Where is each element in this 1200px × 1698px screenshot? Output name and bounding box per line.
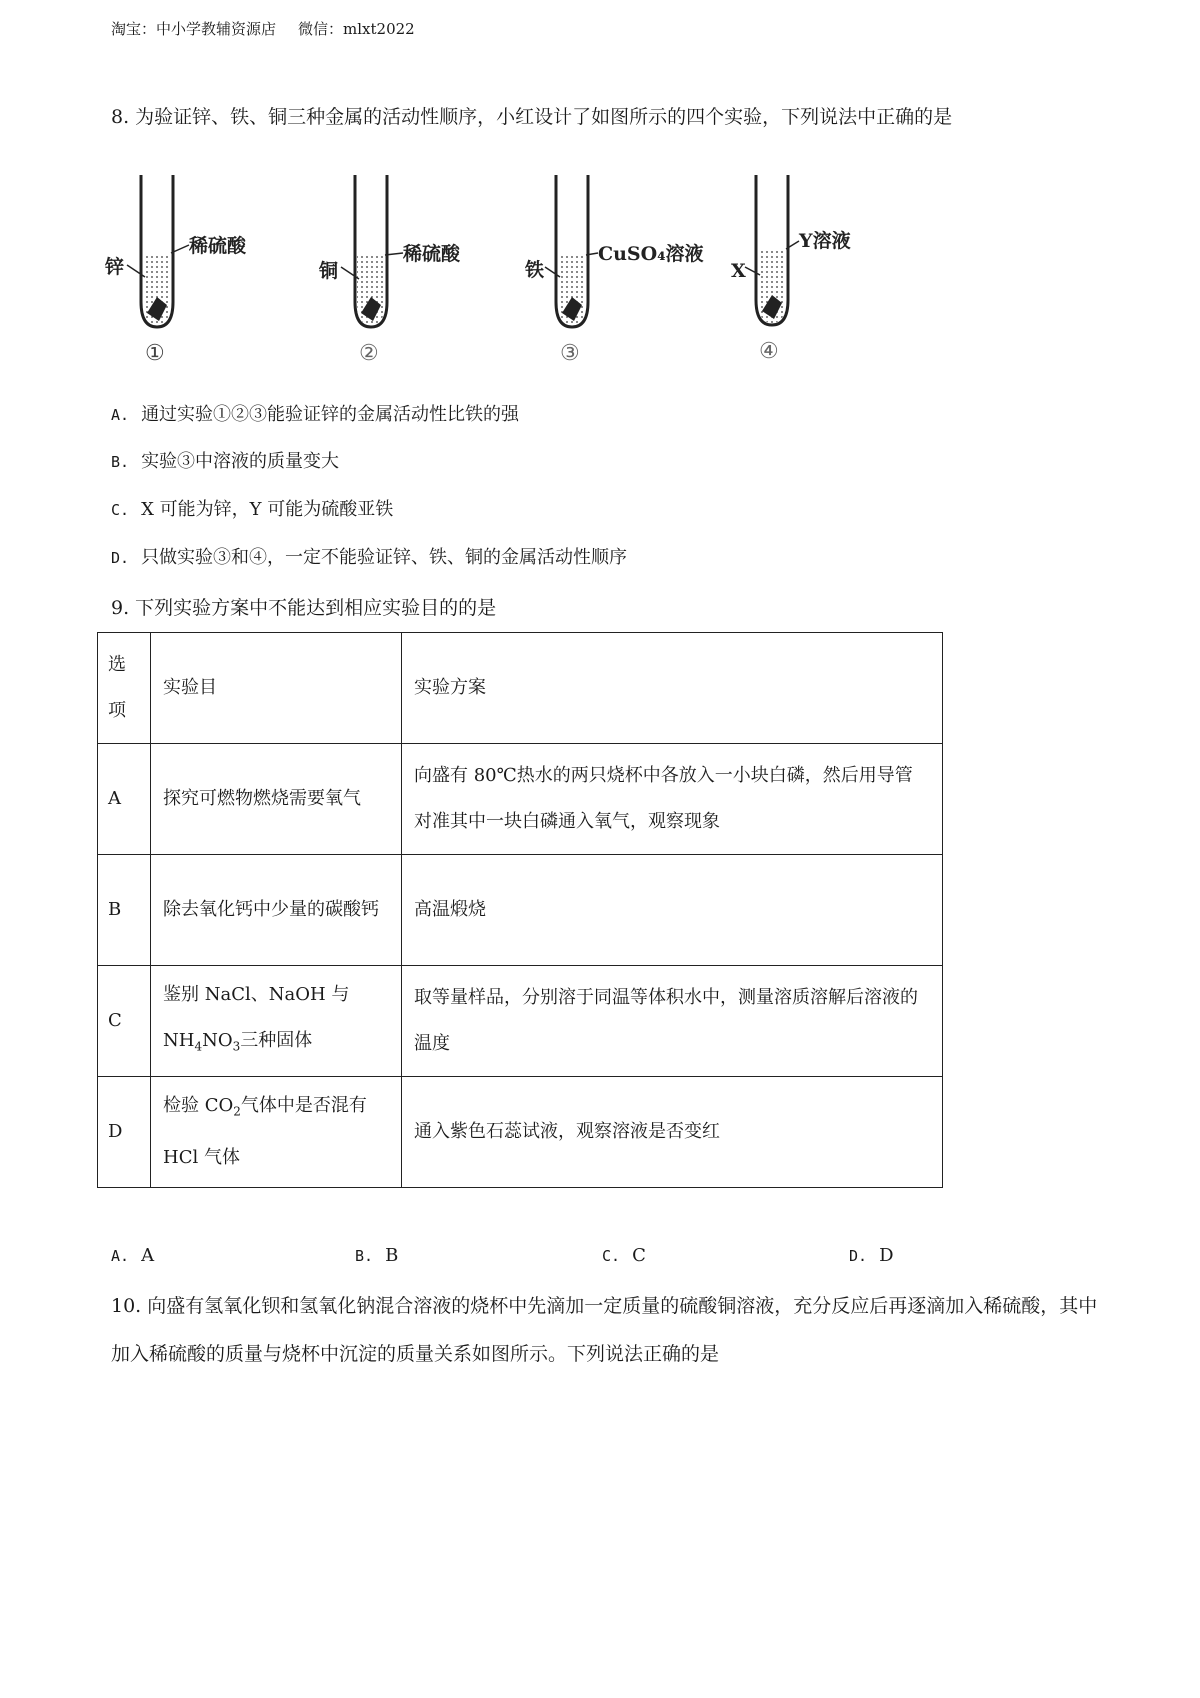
header-goal: 实验目 [151,633,402,744]
tube-4-number: ④ [759,339,779,364]
test-tube-figure [105,175,955,375]
tube-1-number: ① [145,341,165,366]
option-text: X 可能为锌，Y 可能为硫酸亚铁 [141,499,394,520]
tube-4 [731,175,851,364]
q8-option-d[interactable] [111,543,627,569]
row-plan: 高温煅烧 [402,855,943,966]
shop-label: 淘宝：中小学教辅资源店 [111,20,277,38]
question-10-stem: 10. 向盛有氢氧化钡和氢氧化钠混合溶液的烧杯中先滴加一定质量的硫酸铜溶液，充分反应后再逐滴加入稀硫酸，其中加入稀硫酸的质量与烧杯中沉淀的质量关系如图所示。下列说法正确的是 [111,1295,1098,1365]
page-header [111,18,415,39]
option-letter: A. [111,1247,130,1265]
row-plan: 向盛有 80℃热水的两只烧杯中各放入一小块白磷，然后用导管对准其中一块白磷通入氧气，观察现象 [402,744,943,855]
test-tube-diagram [105,175,955,375]
row-option: D [98,1077,151,1188]
q8-option-a[interactable] [111,400,519,426]
wechat-label: 微信：mlxt2022 [298,20,415,38]
tube-1-metal-label: 锌 [105,256,125,278]
tube-3 [524,175,704,366]
formula-no: NO [202,1030,233,1052]
row-option: A [98,744,151,855]
q8-option-c[interactable] [111,495,393,521]
tube-3-number: ③ [560,341,580,366]
table-row [98,1077,943,1188]
tube-1-solution-label: 稀硫酸 [189,235,247,257]
table-row [98,966,943,1077]
tube-4-metal-label: X [731,260,746,282]
experiment-plan-table [97,632,943,1188]
tube-4-solution-label: Y溶液 [799,230,851,252]
q9-answer-c[interactable] [602,1245,646,1266]
header-option: 选项 [98,633,151,744]
option-letter: C. [602,1247,621,1265]
tube-3-solution-label: CuSO₄溶液 [598,243,704,265]
row-goal [151,1077,402,1188]
table-row [98,855,943,966]
goal-line-1: 鉴别 NaCl、NaOH 与 [163,984,350,1006]
tube-2-solution-label: 稀硫酸 [403,243,461,265]
tube-2-metal-label: 铜 [319,260,339,282]
row-goal [151,966,402,1077]
option-letter: A. [111,406,130,424]
row-goal: 探究可燃物燃烧需要氧气 [151,744,402,855]
option-letter: B. [111,453,130,471]
option-text: 只做实验③和④，一定不能验证锌、铁、铜的金属活动性顺序 [141,547,628,568]
q8-option-b[interactable] [111,447,339,473]
option-letter: D. [849,1247,868,1265]
tube-3-metal-label: 铁 [525,259,545,281]
goal-pre: 检验 CO [163,1095,234,1117]
row-goal: 除去氧化钙中少量的碳酸钙 [151,855,402,966]
option-text: C [632,1245,646,1266]
option-letter: D. [111,549,130,567]
table-row [98,744,943,855]
formula-nh: NH [163,1030,195,1052]
goal-line-2-rest: 三种固体 [240,1030,313,1052]
table-header-row [98,633,943,744]
row-option: C [98,966,151,1077]
row-plan: 通入紫色石蕊试液，观察溶液是否变红 [402,1077,943,1188]
tube-2 [318,175,461,366]
formula-subscript: 2 [233,1104,241,1119]
row-option: B [98,855,151,966]
header-plan: 实验方案 [402,633,943,744]
formula-subscript: 3 [232,1039,241,1054]
tube-1 [105,175,247,366]
q9-answer-d[interactable] [849,1245,894,1266]
question-9-stem: 9. 下列实验方案中不能达到相应实验目的的是 [111,597,497,619]
option-text: D [879,1245,894,1266]
row-plan: 取等量样品，分别溶于同温等体积水中，测量溶质溶解后溶液的温度 [402,966,943,1077]
option-text: 通过实验①②③能验证锌的金属活动性比铁的强 [141,404,520,425]
q9-answer-b[interactable] [355,1245,398,1266]
option-letter: B. [355,1247,374,1265]
option-text: 实验③中溶液的质量变大 [141,451,340,472]
formula-subscript: 4 [194,1039,203,1054]
q9-answer-a[interactable] [111,1245,154,1266]
question-8-stem: 8. 为验证锌、铁、铜三种金属的活动性顺序，小红设计了如图所示的四个实验，下列说法中正确的是 [111,106,953,128]
option-letter: C. [111,501,130,519]
tube-2-number: ② [359,341,379,366]
option-text: B [385,1245,399,1266]
option-text: A [141,1245,155,1266]
goal-post: 气体中是否混有 HCl 气体 [163,1095,367,1168]
